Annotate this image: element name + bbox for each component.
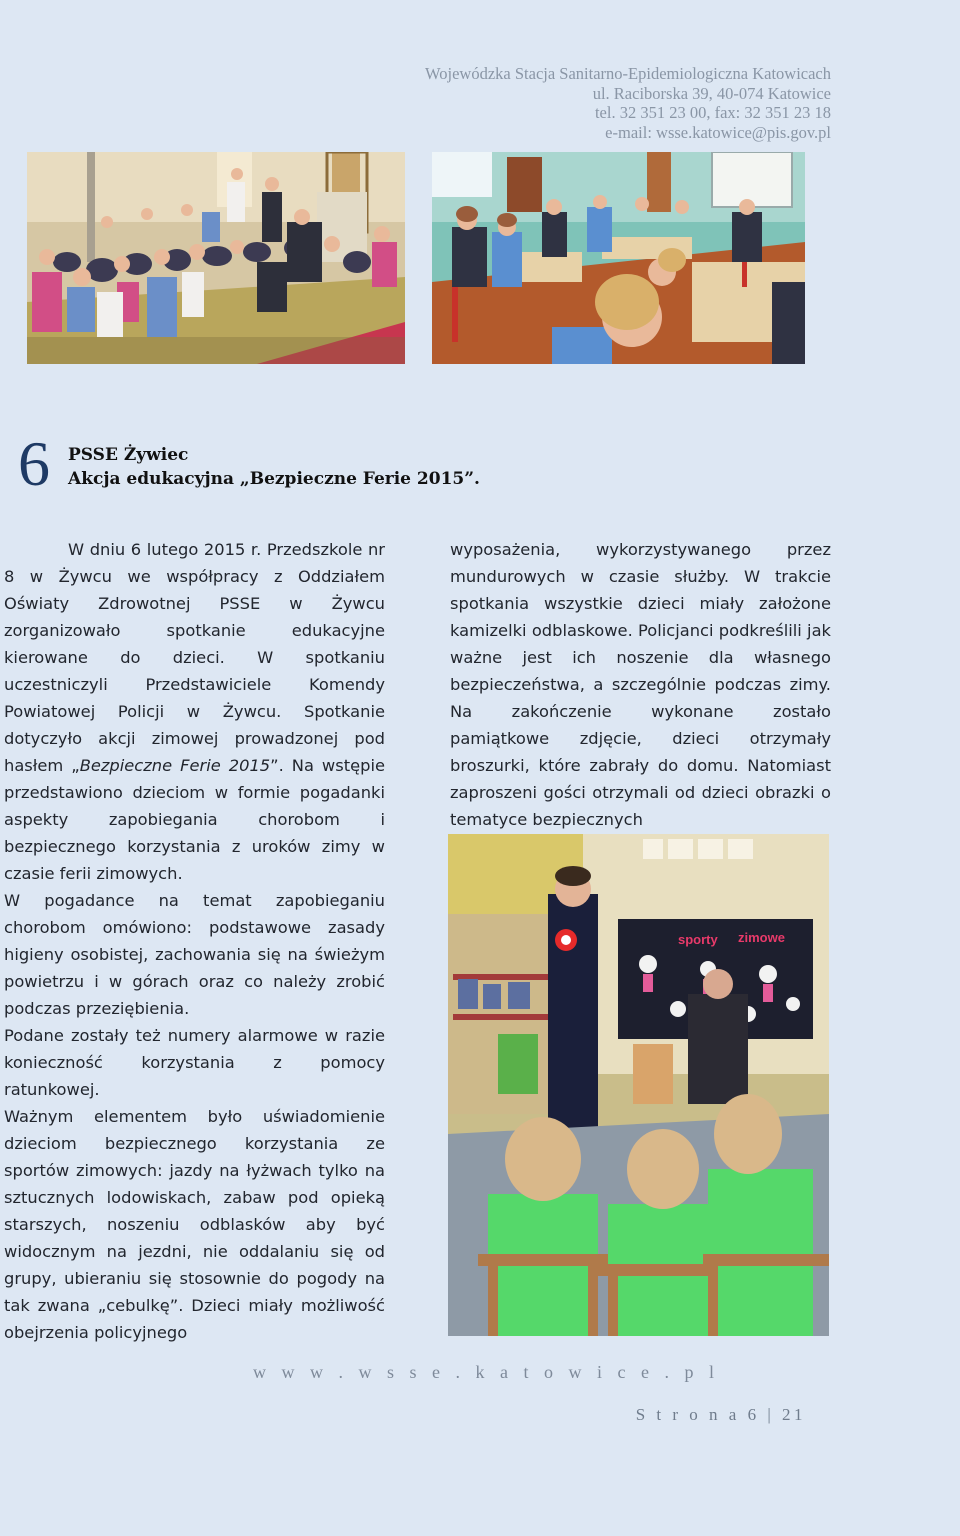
section-number: 6 xyxy=(18,428,50,499)
article-right-column xyxy=(450,536,831,833)
header-email: e-mail: wsse.katowice@pis.gov.pl xyxy=(605,122,831,142)
slogan-italic: Bezpieczne Ferie 2015 xyxy=(79,756,271,775)
header-address: ul. Raciborska 39, 40-074 Katowice xyxy=(592,83,831,103)
board-text-zimowe: zimowe xyxy=(738,930,785,945)
footer-url: w w w . w s s e . k a t o w i c e . p l xyxy=(253,1362,720,1382)
photo-classroom xyxy=(432,152,805,364)
paragraph-emergency: Podane zostały też numery alarmowe w razie konieczność korzystania z pomocy ratunkowej. xyxy=(4,1026,385,1099)
paragraph-police-equipment: wyposażenia, wykorzystywanego przez mundurowych w czasie służby. W trakcie spotkania wszystkie dzieci miały założone kamizelki odblaskowe. Policjanci podkreślili jak ważne jest ich noszenie dla własnego bezpieczeństwa, a szczególnie podczas zimy. Na zakończenie wykonane zostało pamiątkowe zdjęcie, dzieci otrzymały broszurki, które zabrały do domu. Natomiast zaproszeni gości otrzymali od dzieci obrazki o tematyce bezpiecznych xyxy=(450,540,831,829)
section-title-line2: Akcja edukacyjna „Bezpieczne Ferie 2015”. xyxy=(68,469,480,489)
board-text-sporty: sporty xyxy=(678,932,718,947)
header-org: Wojewódzka Stacja Sanitarno-Epidemiologiczna Katowicach xyxy=(425,64,831,83)
paragraph-diseases: W pogadance na temat zapobieganiu chorobom omówiono: podstawowe zasady higieny osobistej, zachowania się na świeżym powietrzu i w górach oraz co należy zrobić podczas przeziębienia. xyxy=(4,891,385,1018)
photo-police-meeting xyxy=(448,834,829,1336)
paragraph-intro-part1: W dniu 6 lutego 2015 r. Przedszkole nr 8 w Żywcu we współpracy z Oddziałem Oświaty Zdrowotnej PSSE w Żywcu zorganizowało spotkanie edukacyjne kierowane do dzieci. W spotkaniu uczestniczyli Przedstawiciele Komendy Powiatowej Policji w Żywcu. Spotkanie dotyczyło akcji zimowej prowadzonej pod hasłem „ xyxy=(4,540,385,775)
header-contact xyxy=(425,64,831,142)
paragraph-intro xyxy=(4,536,385,887)
paragraph-intro-part2: ”. Na wstępie przedstawiono dzieciom w formie pogadanki aspekty zapobiegania chorobom i bezpiecznego korzystania z uroków zimy w czasie ferii zimowych. xyxy=(4,756,385,883)
section-title-line1: PSSE Żywiec xyxy=(68,445,189,465)
article-left-column xyxy=(4,536,385,1346)
section-title xyxy=(68,443,480,491)
paragraph-winter-sports: Ważnym elementem było uświadomienie dzieciom bezpiecznego korzystania ze sportów zimowych: jazdy na łyżwach tylko na sztucznych lodowiskach, zabaw pod opieką starszych, noszeniu odblasków aby być widocznym na jezdni, nie oddalaniu się od grupy, ubieraniu się stosownie do pogody na tak zwana „cebulkę”. Dzieci miały możliwość obejrzenia policyjnego xyxy=(4,1107,385,1342)
page-number: S t r o n a 6 | 21 xyxy=(635,1405,806,1424)
header-phone: tel. 32 351 23 00, fax: 32 351 23 18 xyxy=(594,103,831,122)
photo-gym-children xyxy=(27,152,405,364)
